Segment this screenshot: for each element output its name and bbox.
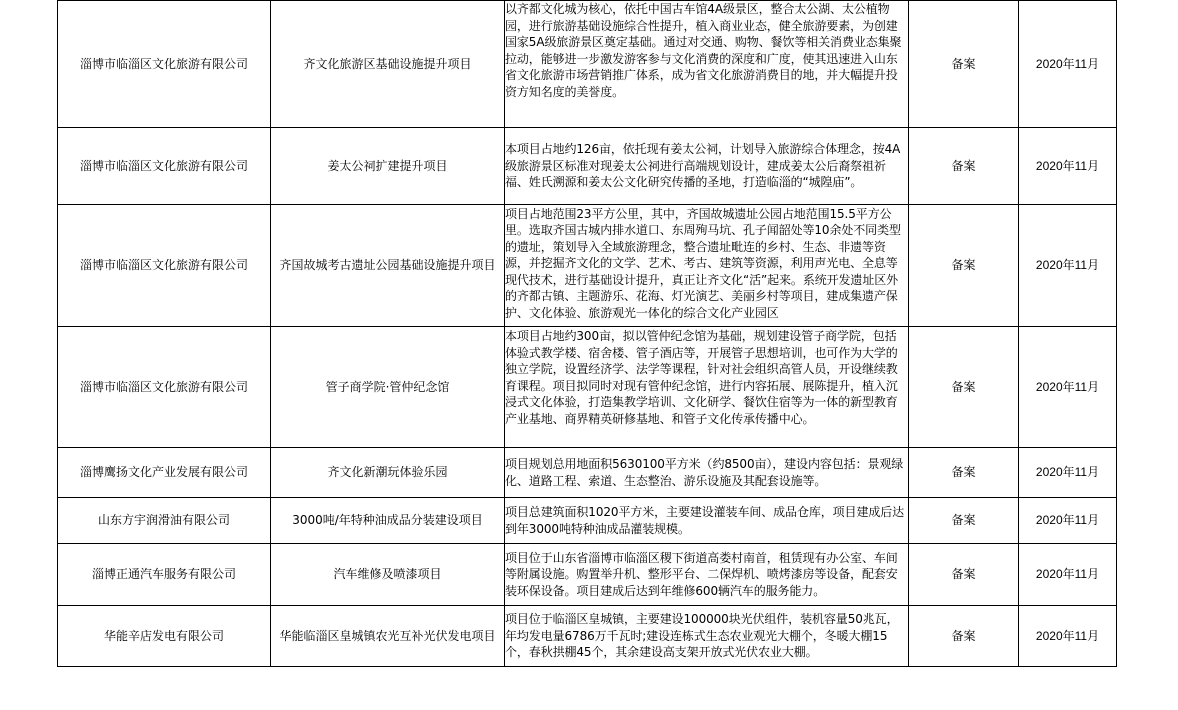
project-name-cell: 3000吨/年特种油成品分装建设项目 <box>271 498 505 544</box>
filing-type-cell: 备案 <box>909 128 1019 205</box>
date-cell: 2020年11月 <box>1019 498 1117 544</box>
date-cell: 2020年11月 <box>1019 448 1117 498</box>
table-row <box>58 205 1117 327</box>
filing-type-cell: 备案 <box>909 205 1019 327</box>
date-cell: 2020年11月 <box>1019 205 1117 327</box>
table-row <box>58 544 1117 606</box>
project-name-cell: 齐文化旅游区基础设施提升项目 <box>271 1 505 128</box>
description-text: 项目总建筑面积1020平方米，主要建设灌装车间、成品仓库，项目建成后达到年3000吨特种油成品灌装规模。 <box>505 504 905 536</box>
description-text: 以齐都文化城为核心，依托中国古车馆4A级景区，整合太公湖、太公植物园，进行旅游基础设施综合性提升，植入商业业态，健全旅游要素，为创建国家5A级旅游景区奠定基础。通过对交通、购物、餐饮等相关消费业态集聚拉动，能够进一步激发游客参与文化消费的深度和广度，使其迅速进入山东省文化旅游市场营销推广体系，成为省文化旅游消费目的地，并大幅提升投资方知名度的美誉度。 <box>505 2 902 99</box>
description-cell <box>505 448 909 498</box>
table-row <box>58 1 1117 128</box>
project-name-cell: 汽车维修及喷漆项目 <box>271 544 505 606</box>
date-cell: 2020年11月 <box>1019 1 1117 128</box>
project-table-body <box>58 1 1117 667</box>
project-name-cell: 华能临淄区皇城镇农光互补光伏发电项目 <box>271 606 505 667</box>
filing-type-cell: 备案 <box>909 544 1019 606</box>
project-table <box>57 0 1117 667</box>
description-text: 本项目占地约126亩，依托现有姜太公祠，计划导入旅游综合体理念，按4A级旅游景区标准对现姜太公祠进行高端规划设计，建成姜太公后裔祭祖祈福、姓氏溯源和姜太公文化研究传播的圣地，打造临淄的“城隍庙”。 <box>505 142 901 190</box>
company-cell: 淄博鹰扬文化产业发展有限公司 <box>58 448 271 498</box>
date-cell: 2020年11月 <box>1019 544 1117 606</box>
project-name-cell: 管子商学院·管仲纪念馆 <box>271 327 505 448</box>
filing-type-cell: 备案 <box>909 498 1019 544</box>
description-cell <box>505 606 909 667</box>
table-row <box>58 498 1117 544</box>
description-cell <box>505 544 909 606</box>
description-text: 项目规划总用地面积5630100平方米（约8500亩），建设内容包括：景观绿化、道路工程、索道、生态整治、游乐设施及其配套设施等。 <box>505 456 904 488</box>
description-text: 项目位于山东省淄博市临淄区稷下街道高娄村南首，租赁现有办公室、车间等附属设施。购置举升机、整形平台、二保焊机、喷烤漆房等设备，配套安装环保设备。项目建成后达到年维修600辆汽车的服务能力。 <box>505 550 898 598</box>
description-text: 本项目占地约300亩，拟以管仲纪念馆为基础，规划建设管子商学院，包括体验式教学楼、宿舍楼、管子酒店等，开展管子思想培训，也可作为大学的独立学院，设置经济学、法学等课程，针对社会组织高管人员，开设继续教育课程。项目拟同时对现有管仲纪念馆，进行内容拓展、展陈提升，植入沉浸式文化体验，打造集教学培训、文化研学、餐饮住宿等为一体的新型教育产业基地、商界精英研修基地、和管子文化传承传播中心。 <box>505 329 898 426</box>
description-text: 项目占地范围23平方公里，其中，齐国故城遗址公园占地范围15.5平方公里。选取齐国古城内排水道口、东周殉马坑、孔子闻韶处等10余处不同类型的遗址，策划导入全域旅游理念，整合遗址毗连的乡村、生态、非遗等资源，并挖掘齐文化的文学、艺术、考古、建筑等资源，利用声光电、全息等现代技术，进行基础设计提升，真正让齐文化“活”起来。系统开发遗址区外的齐都古镇、主题游乐、花海、灯光演艺、美丽乡村等项目，建成集遗产保护、文化体验、旅游观光一体化的综合文化产业园区 <box>505 206 901 321</box>
table-row <box>58 606 1117 667</box>
company-cell: 淄博市临淄区文化旅游有限公司 <box>58 205 271 327</box>
description-cell <box>505 1 909 128</box>
table-row <box>58 448 1117 498</box>
date-cell: 2020年11月 <box>1019 606 1117 667</box>
project-name-cell: 齐文化新潮玩体验乐园 <box>271 448 505 498</box>
description-text: 项目位于临淄区皇城镇，主要建设100000块光伏组件，装机容量50兆瓦，年均发电量6786万千瓦时;建设连栋式生态农业观光大棚个，冬暖大棚15个，春秋拱棚45个，其余建设高支架开放式光伏农业大棚。 <box>505 612 899 660</box>
description-cell <box>505 327 909 448</box>
company-cell: 淄博市临淄区文化旅游有限公司 <box>58 327 271 448</box>
description-cell <box>505 205 909 327</box>
company-cell: 淄博正通汽车服务有限公司 <box>58 544 271 606</box>
project-name-cell: 姜太公祠扩建提升项目 <box>271 128 505 205</box>
project-name-cell: 齐国故城考古遗址公园基础设施提升项目 <box>271 205 505 327</box>
date-cell: 2020年11月 <box>1019 327 1117 448</box>
description-cell <box>505 498 909 544</box>
company-cell: 淄博市临淄区文化旅游有限公司 <box>58 128 271 205</box>
company-cell: 山东方宇润滑油有限公司 <box>58 498 271 544</box>
company-cell: 淄博市临淄区文化旅游有限公司 <box>58 1 271 128</box>
description-cell <box>505 128 909 205</box>
date-cell: 2020年11月 <box>1019 128 1117 205</box>
filing-type-cell: 备案 <box>909 327 1019 448</box>
filing-type-cell: 备案 <box>909 1 1019 128</box>
company-cell: 华能辛店发电有限公司 <box>58 606 271 667</box>
table-row <box>58 327 1117 448</box>
filing-type-cell: 备案 <box>909 448 1019 498</box>
table-row <box>58 128 1117 205</box>
filing-type-cell: 备案 <box>909 606 1019 667</box>
